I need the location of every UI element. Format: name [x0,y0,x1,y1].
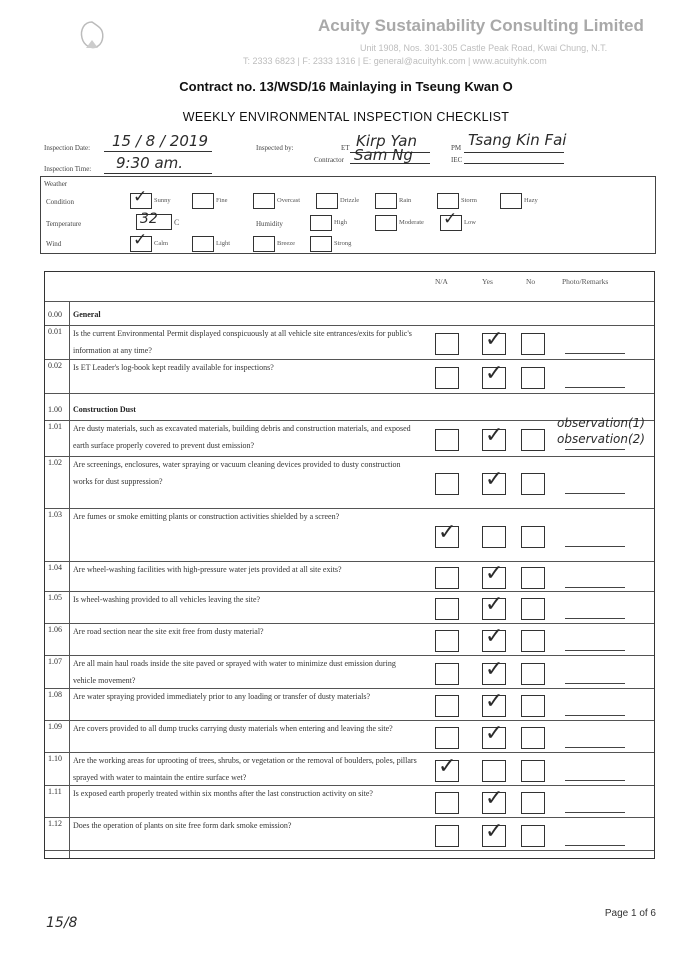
answer-box-no[interactable] [521,567,545,589]
condition-checkbox-storm[interactable] [437,193,459,209]
remark-text: observation(1) [557,416,645,430]
question-text: Are water spraying provided immediately prior to any loading or transfer of dusty materials? [73,692,371,701]
answer-box-yes[interactable] [482,720,506,749]
temperature-unit: C [174,218,180,227]
humidity-checkbox-low[interactable] [440,209,462,231]
condition-option-label: Sunny [154,197,171,204]
check-mark-icon: ✓ [485,623,504,648]
inspection-time-value[interactable]: 9:30 am. [116,154,184,172]
inspection-date-value[interactable]: 15 / 8 / 2019 [112,132,208,150]
answer-box-na[interactable] [435,695,459,717]
condition-option-label: Overcast [277,197,301,204]
wind-checkbox-calm[interactable] [130,230,152,252]
date-underline [104,151,212,152]
answer-box-yes[interactable] [482,656,506,685]
remark-line[interactable] [565,353,625,354]
question-text: Are wheel-washing facilities with high-pressure water jets provided at all site exits? [73,565,342,574]
wind-option-label: Strong [334,240,352,247]
check-mark-icon: ✓ [485,360,504,385]
check-mark-icon: ✓ [485,818,504,843]
contract-title: Contract no. 13/WSD/16 Mainlaying in Tseung Kwan O [179,79,513,94]
wind-checkbox-breeze[interactable] [253,236,275,252]
answer-box-yes[interactable] [482,623,506,652]
condition-checkbox-drizzle[interactable] [316,193,338,209]
contractor-value[interactable]: Sam Ng [354,146,413,164]
answer-box-yes[interactable] [482,360,506,389]
row-number: 1.04 [48,563,62,572]
check-mark-icon: ✓ [485,422,504,447]
check-mark-icon: ✓ [443,209,458,228]
remark-line[interactable] [565,683,625,684]
answer-box-na[interactable] [435,598,459,620]
company-name: Acuity Sustainability Consulting Limited [318,16,644,35]
answer-box-na[interactable] [435,429,459,451]
check-mark-icon: ✓ [485,591,504,616]
contractor-label: Contractor [314,156,344,164]
answer-box-na[interactable] [435,753,459,782]
answer-box-no[interactable] [521,760,545,782]
answer-box-yes[interactable] [482,818,506,847]
question-text: Are fumes or smoke emitting plants or construction activities shielded by a screen? [73,512,340,521]
wind-checkbox-strong[interactable] [310,236,332,252]
pm-underline [464,152,564,153]
humidity-checkbox-moderate[interactable] [375,215,397,231]
time-underline [104,173,212,174]
col-header-yes: Yes [482,277,493,286]
temperature-label: Temperature [46,220,82,228]
answer-box-yes[interactable] [482,560,506,589]
page-number: Page 1 of 6 [604,908,656,919]
row-number: 1.11 [48,787,62,796]
inspected-by-label: Inspected by: [256,144,294,152]
remark-line[interactable] [565,650,625,651]
answer-box-na[interactable] [435,333,459,355]
remark-line[interactable] [565,618,625,619]
num-column-rule [69,301,70,858]
row-number: 1.07 [48,657,62,666]
check-mark-icon: ✓ [133,230,148,249]
answer-box-no[interactable] [521,630,545,652]
remark-line[interactable] [565,780,625,781]
company-logo-icon [74,18,110,58]
header-rule [45,301,654,302]
answer-box-na[interactable] [435,792,459,814]
condition-checkbox-overcast[interactable] [253,193,275,209]
col-header-remarks: Photo/Remarks [562,277,609,286]
col-header-no: No [526,277,536,286]
page-initial: 15/8 [46,915,78,931]
question-text: Are dusty materials, such as excavated materials, building debris and construction materials, and exposed earth surface properly covered to prevent dust emission? [73,424,411,450]
row-number: 0.01 [48,327,62,336]
checklist-table [44,271,655,859]
condition-checkbox-sunny[interactable] [130,187,152,209]
question-text: Are screenings, enclosures, water spraying or vacuum cleaning devices provided to dusty construction works for dust suppression? [73,460,401,486]
row-number: 1.02 [48,458,62,467]
question-text: Does the operation of plants on site free form dark smoke emission? [73,821,292,830]
answer-box-na[interactable] [435,630,459,652]
answer-box-na[interactable] [435,663,459,685]
answer-box-na[interactable] [435,473,459,495]
check-mark-icon: ✓ [438,519,457,544]
col-header-na: N/A [435,277,448,286]
check-mark-icon: ✓ [133,187,148,206]
remark-line[interactable] [565,812,625,813]
question-text: Is wheel-washing provided to all vehicles leaving the site? [73,595,261,604]
iec-underline [464,163,564,164]
question-text: Is exposed earth properly treated within six months after the last construction activity on site? [73,789,373,798]
condition-option-label: Storm [461,197,477,204]
check-mark-icon: ✓ [485,785,504,810]
section-heading: General [73,310,101,319]
row-divider [45,850,654,851]
answer-box-yes[interactable] [482,688,506,717]
row-number: 0.02 [48,361,62,370]
contractor-underline [350,163,430,164]
remark-line[interactable] [565,449,625,450]
remark-line[interactable] [565,587,625,588]
answer-box-no[interactable] [521,727,545,749]
answer-box-na[interactable] [435,567,459,589]
answer-box-no[interactable] [521,792,545,814]
check-mark-icon: ✓ [485,656,504,681]
question-text: Is ET Leader's log-book kept readily available for inspections? [73,363,274,372]
wind-checkbox-light[interactable] [192,236,214,252]
answer-box-no[interactable] [521,429,545,451]
answer-box-na[interactable] [435,825,459,847]
question-text: Is the current Environmental Permit displayed conspicuously at all vehicle site entrances/exits for public's information at any time? [73,329,412,355]
remark-line[interactable] [565,715,625,716]
answer-box-no[interactable] [521,333,545,355]
condition-option-label: Hazy [524,197,538,204]
humidity-checkbox-high[interactable] [310,215,332,231]
check-mark-icon: ✓ [485,720,504,745]
row-number: 0.00 [48,310,62,319]
answer-box-yes[interactable] [482,760,506,782]
check-mark-icon: ✓ [438,753,457,778]
remark-line[interactable] [565,493,625,494]
answer-box-yes[interactable] [482,326,506,355]
question-text: Are covers provided to all dump trucks carrying dusty materials when entering and leaving the site? [73,724,393,733]
check-mark-icon: ✓ [485,688,504,713]
condition-label: Condition [46,198,75,206]
company-contacts: T: 2333 6823 | F: 2333 1316 | E: general@acuityhk.com | www.acuityhk.com [243,56,547,66]
et-value[interactable]: Kirp Yan [356,132,417,150]
check-mark-icon: ✓ [485,326,504,351]
remark-line[interactable] [565,387,625,388]
answer-box-na[interactable] [435,727,459,749]
humidity-option-label: Moderate [399,219,424,226]
question-text: Are road section near the site exit free from dusty material? [73,627,264,636]
question-text: Are the working areas for uprooting of trees, shrubs, or vegetation or the removal of boulders, poles, pillars sprayed with water to maintain the entire surface wet? [73,756,417,782]
answer-box-no[interactable] [521,695,545,717]
row-number: 1.03 [48,510,62,519]
answer-box-no[interactable] [521,663,545,685]
question-text: Are all main haul roads inside the site paved or sprayed with water to minimize dust emission during vehicle movement? [73,659,396,685]
pm-label: PM [451,144,462,152]
wind-option-label: Light [216,240,231,247]
checklist-title: WEEKLY ENVIRONMENTAL INSPECTION CHECKLIST [182,110,510,124]
et-label: ET [341,144,350,152]
answer-box-yes[interactable] [482,591,506,620]
answer-box-no[interactable] [521,473,545,495]
iec-label: IEC [451,156,463,164]
humidity-option-label: High [334,219,347,226]
humidity-option-label: Low [464,219,476,226]
answer-box-na[interactable] [435,367,459,389]
wind-label: Wind [46,240,62,248]
wind-option-label: Calm [154,240,169,247]
answer-box-no[interactable] [521,526,545,548]
humidity-label: Humidity [256,220,283,228]
answer-box-na[interactable] [435,519,459,548]
answer-box-no[interactable] [521,367,545,389]
row-number: 1.01 [48,422,62,431]
temperature-value: 32 [140,211,158,227]
answer-box-yes[interactable] [482,785,506,814]
wind-option-label: Breeze [277,240,296,247]
inspection-date-label: Inspection Date: [44,144,91,152]
section-heading: Construction Dust [73,405,136,414]
condition-option-label: Fine [216,197,228,204]
row-number: 1.09 [48,722,62,731]
remark-line[interactable] [565,845,625,846]
answer-box-no[interactable] [521,825,545,847]
row-number: 1.06 [48,625,62,634]
condition-checkbox-fine[interactable] [192,193,214,209]
check-mark-icon: ✓ [485,560,504,585]
condition-option-label: Drizzle [340,197,360,204]
answer-box-no[interactable] [521,598,545,620]
row-number: 1.00 [48,405,62,414]
company-address: Unit 1908, Nos. 301-305 Castle Peak Road, Kwai Chung, N.T. [360,43,608,53]
condition-checkbox-rain[interactable] [375,193,397,209]
row-number: 1.08 [48,690,62,699]
row-divider [45,393,654,394]
condition-checkbox-hazy[interactable] [500,193,522,209]
row-number: 1.05 [48,593,62,602]
answer-box-yes[interactable] [482,466,506,495]
check-mark-icon: ✓ [485,466,504,491]
remark-text: observation(2) [557,432,645,446]
remark-line[interactable] [565,546,625,547]
row-number: 1.12 [48,819,62,828]
remark-line[interactable] [565,747,625,748]
pm-value[interactable]: Tsang Kin Fai [468,131,567,149]
answer-box-yes[interactable] [482,526,506,548]
weather-title: Weather [44,180,68,188]
answer-box-yes[interactable] [482,422,506,451]
row-number: 1.10 [48,754,62,763]
condition-option-label: Rain [399,197,412,204]
inspection-time-label: Inspection Time: [44,165,92,173]
